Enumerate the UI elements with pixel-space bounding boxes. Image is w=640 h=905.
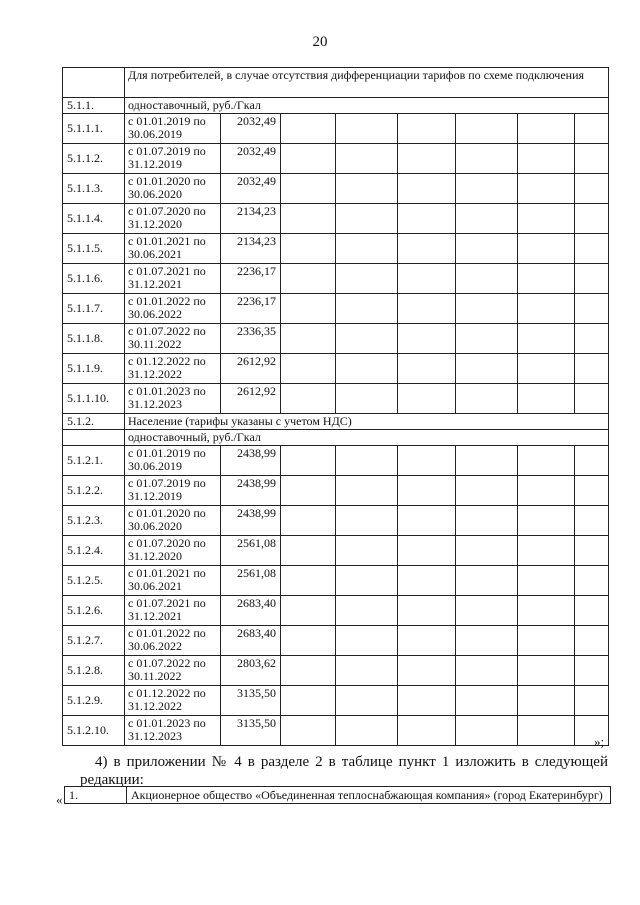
row-number: 5.1.1.7.: [63, 294, 125, 324]
empty-cell: [518, 506, 575, 536]
row-number: 5.1.2.8.: [63, 656, 125, 686]
section-number: 5.1.1.: [63, 98, 125, 114]
row-value: 2236,17: [221, 294, 281, 324]
empty-cell: [456, 294, 518, 324]
empty-cell: [518, 656, 575, 686]
row-value: 2032,49: [221, 114, 281, 144]
amendment-paragraph: 4) в приложении № 4 в разделе 2 в таблице пункт 1 изложить в следующей редакции:: [80, 754, 608, 788]
organization-number: 1.: [65, 787, 127, 804]
organization-name: Акционерное общество «Объединенная теплоснабжающая компания» (город Екатеринбург): [127, 787, 611, 804]
tariff-row: [63, 294, 609, 324]
empty-cell: [336, 716, 398, 746]
empty-cell: [456, 174, 518, 204]
empty-cell: [281, 446, 336, 476]
empty-cell: [575, 596, 609, 626]
row-period: с 01.07.2019 по 31.12.2019: [125, 476, 221, 506]
empty-cell: [336, 656, 398, 686]
row-number: 5.1.2.5.: [63, 566, 125, 596]
empty-cell: [456, 234, 518, 264]
empty-cell: [398, 384, 456, 414]
empty-cell: [281, 566, 336, 596]
section-number: [63, 68, 125, 98]
tariff-table: [62, 67, 609, 746]
empty-cell: [398, 264, 456, 294]
empty-cell: [336, 626, 398, 656]
empty-cell: [575, 204, 609, 234]
tariff-row: [63, 566, 609, 596]
empty-cell: [336, 174, 398, 204]
row-period: с 01.12.2022 по 31.12.2022: [125, 686, 221, 716]
empty-cell: [518, 686, 575, 716]
row-number: 5.1.2.4.: [63, 536, 125, 566]
empty-cell: [575, 566, 609, 596]
row-period: с 01.07.2020 по 31.12.2020: [125, 204, 221, 234]
row-value: 2683,40: [221, 596, 281, 626]
empty-cell: [281, 384, 336, 414]
section-title: Население (тарифы указаны с учетом НДС): [125, 414, 609, 430]
row-period: с 01.07.2022 по 30.11.2022: [125, 324, 221, 354]
tariff-row: [63, 596, 609, 626]
row-number: 5.1.1.8.: [63, 324, 125, 354]
empty-cell: [575, 384, 609, 414]
tariff-row: [63, 114, 609, 144]
opening-quote-mark: «: [56, 792, 63, 807]
row-period: с 01.01.2020 по 30.06.2020: [125, 506, 221, 536]
tariff-row: [63, 626, 609, 656]
tariff-row: [63, 476, 609, 506]
empty-cell: [575, 476, 609, 506]
row-number: 5.1.1.1.: [63, 114, 125, 144]
row-period: с 01.12.2022 по 31.12.2022: [125, 354, 221, 384]
empty-cell: [281, 656, 336, 686]
empty-cell: [336, 294, 398, 324]
tariff-row: [63, 384, 609, 414]
tariff-row: [63, 506, 609, 536]
empty-cell: [336, 204, 398, 234]
empty-cell: [456, 204, 518, 234]
row-number: 5.1.1.2.: [63, 144, 125, 174]
section-title: одноставочный, руб./Гкал: [125, 98, 609, 114]
empty-cell: [336, 324, 398, 354]
row-value: 2236,17: [221, 264, 281, 294]
empty-cell: [575, 536, 609, 566]
empty-cell: [281, 716, 336, 746]
section-subheader-row: [63, 430, 609, 446]
empty-cell: [456, 324, 518, 354]
section-header-row: [63, 414, 609, 430]
empty-cell: [518, 536, 575, 566]
empty-cell: [456, 566, 518, 596]
empty-cell: [518, 596, 575, 626]
empty-cell: [575, 446, 609, 476]
row-period: с 01.01.2020 по 30.06.2020: [125, 174, 221, 204]
row-value: 2683,40: [221, 626, 281, 656]
empty-cell: [398, 294, 456, 324]
empty-cell: [575, 354, 609, 384]
empty-cell: [336, 144, 398, 174]
empty-cell: [575, 174, 609, 204]
empty-cell: [281, 204, 336, 234]
row-value: 3135,50: [221, 716, 281, 746]
row-period: с 01.01.2023 по 31.12.2023: [125, 384, 221, 414]
empty-cell: [518, 204, 575, 234]
row-value: 2561,08: [221, 536, 281, 566]
empty-cell: [575, 626, 609, 656]
empty-cell: [518, 354, 575, 384]
row-period: с 01.01.2019 по 30.06.2019: [125, 446, 221, 476]
empty-cell: [456, 506, 518, 536]
tariff-row: [63, 324, 609, 354]
row-number: 5.1.1.9.: [63, 354, 125, 384]
empty-cell: [575, 234, 609, 264]
closing-quote-mark: »;: [594, 734, 605, 749]
empty-cell: [518, 476, 575, 506]
empty-cell: [281, 294, 336, 324]
empty-cell: [398, 144, 456, 174]
empty-cell: [575, 264, 609, 294]
empty-cell: [456, 264, 518, 294]
empty-cell: [518, 264, 575, 294]
tariff-row: [63, 656, 609, 686]
empty-cell: [281, 476, 336, 506]
empty-cell: [398, 596, 456, 626]
empty-cell: [281, 324, 336, 354]
tariff-row: [63, 174, 609, 204]
empty-cell: [398, 354, 456, 384]
row-value: 3135,50: [221, 686, 281, 716]
empty-cell: [281, 114, 336, 144]
empty-cell: [281, 144, 336, 174]
empty-cell: [518, 446, 575, 476]
empty-cell: [398, 446, 456, 476]
row-value: 2561,08: [221, 566, 281, 596]
empty-cell: [456, 446, 518, 476]
empty-cell: [281, 686, 336, 716]
empty-cell: [518, 716, 575, 746]
row-number: 5.1.2.7.: [63, 626, 125, 656]
organization-row: [65, 787, 611, 804]
tariff-row: [63, 716, 609, 746]
empty-cell: [456, 384, 518, 414]
row-number: 5.1.1.4.: [63, 204, 125, 234]
empty-cell: [456, 596, 518, 626]
empty-cell: [336, 446, 398, 476]
empty-cell: [281, 354, 336, 384]
empty-cell: [518, 174, 575, 204]
empty-cell: [281, 234, 336, 264]
empty-cell: [281, 264, 336, 294]
row-value: 2438,99: [221, 506, 281, 536]
row-period: с 01.01.2019 по 30.06.2019: [125, 114, 221, 144]
row-period: с 01.01.2022 по 30.06.2022: [125, 294, 221, 324]
empty-cell: [518, 234, 575, 264]
empty-cell: [281, 536, 336, 566]
empty-cell: [336, 686, 398, 716]
row-value: 2438,99: [221, 476, 281, 506]
row-number: 5.1.2.10.: [63, 716, 125, 746]
tariff-row: [63, 234, 609, 264]
row-value: 2438,99: [221, 446, 281, 476]
empty-cell: [456, 354, 518, 384]
empty-cell: [336, 536, 398, 566]
tariff-row: [63, 144, 609, 174]
page-number: 20: [312, 34, 328, 50]
row-period: с 01.01.2021 по 30.06.2021: [125, 566, 221, 596]
row-period: с 01.01.2022 по 30.06.2022: [125, 626, 221, 656]
empty-cell: [398, 656, 456, 686]
row-period: с 01.07.2021 по 31.12.2021: [125, 596, 221, 626]
tariff-row: [63, 354, 609, 384]
row-value: 2032,49: [221, 144, 281, 174]
empty-cell: [575, 144, 609, 174]
row-period: с 01.01.2021 по 30.06.2021: [125, 234, 221, 264]
row-number: 5.1.2.2.: [63, 476, 125, 506]
empty-cell: [518, 294, 575, 324]
empty-cell: [575, 656, 609, 686]
empty-cell: [518, 324, 575, 354]
empty-cell: [281, 174, 336, 204]
row-period: с 01.07.2020 по 31.12.2020: [125, 536, 221, 566]
row-number: 5.1.1.10.: [63, 384, 125, 414]
empty-cell: [398, 506, 456, 536]
empty-cell: [518, 144, 575, 174]
empty-cell: [456, 536, 518, 566]
row-number: 5.1.1.6.: [63, 264, 125, 294]
empty-cell: [398, 234, 456, 264]
empty-cell: [575, 686, 609, 716]
empty-cell: [456, 686, 518, 716]
row-value: 2134,23: [221, 204, 281, 234]
tariff-row: [63, 264, 609, 294]
row-number: 5.1.1.3.: [63, 174, 125, 204]
tariff-row: [63, 686, 609, 716]
empty-cell: [575, 294, 609, 324]
section-title: Для потребителей, в случае отсутствия дифференциации тарифов по схеме подключения: [125, 68, 609, 98]
row-value: 2134,23: [221, 234, 281, 264]
empty-cell: [398, 686, 456, 716]
row-number: 5.1.1.5.: [63, 234, 125, 264]
empty-cell: [336, 476, 398, 506]
row-period: с 01.07.2019 по 31.12.2019: [125, 144, 221, 174]
empty-cell: [398, 324, 456, 354]
empty-cell: [518, 384, 575, 414]
row-number: 5.1.2.3.: [63, 506, 125, 536]
consumers-header-row: [63, 68, 609, 98]
empty-cell: [398, 566, 456, 596]
empty-cell: [518, 114, 575, 144]
empty-cell: [575, 114, 609, 144]
row-period: с 01.07.2022 по 30.11.2022: [125, 656, 221, 686]
empty-cell: [456, 716, 518, 746]
empty-cell: [336, 354, 398, 384]
empty-cell: [336, 506, 398, 536]
empty-cell: [456, 476, 518, 506]
empty-cell: [398, 626, 456, 656]
empty-cell: [398, 204, 456, 234]
section-title: одноставочный, руб./Гкал: [125, 430, 609, 446]
empty-cell: [281, 626, 336, 656]
row-value: 2612,92: [221, 384, 281, 414]
empty-cell: [518, 626, 575, 656]
row-period: с 01.07.2021 по 31.12.2021: [125, 264, 221, 294]
empty-cell: [398, 476, 456, 506]
empty-cell: [281, 596, 336, 626]
row-period: с 01.01.2023 по 31.12.2023: [125, 716, 221, 746]
empty-cell: [398, 536, 456, 566]
row-value: 2612,92: [221, 354, 281, 384]
row-value: 2032,49: [221, 174, 281, 204]
empty-cell: [398, 114, 456, 144]
section-header-row: [63, 98, 609, 114]
tariff-row: [63, 446, 609, 476]
row-value: 2803,62: [221, 656, 281, 686]
empty-cell: [575, 324, 609, 354]
tariff-row: [63, 204, 609, 234]
empty-cell: [456, 656, 518, 686]
row-value: 2336,35: [221, 324, 281, 354]
empty-cell: [336, 566, 398, 596]
empty-cell: [398, 174, 456, 204]
empty-cell: [336, 234, 398, 264]
section-number: [63, 430, 125, 446]
empty-cell: [456, 626, 518, 656]
empty-cell: [336, 596, 398, 626]
empty-cell: [398, 716, 456, 746]
row-number: 5.1.2.6.: [63, 596, 125, 626]
row-number: 5.1.2.1.: [63, 446, 125, 476]
empty-cell: [336, 264, 398, 294]
empty-cell: [336, 384, 398, 414]
empty-cell: [281, 506, 336, 536]
tariff-row: [63, 536, 609, 566]
organization-table: [64, 786, 611, 804]
empty-cell: [518, 566, 575, 596]
empty-cell: [456, 144, 518, 174]
row-number: 5.1.2.9.: [63, 686, 125, 716]
section-number: 5.1.2.: [63, 414, 125, 430]
empty-cell: [575, 506, 609, 536]
empty-cell: [456, 114, 518, 144]
empty-cell: [336, 114, 398, 144]
